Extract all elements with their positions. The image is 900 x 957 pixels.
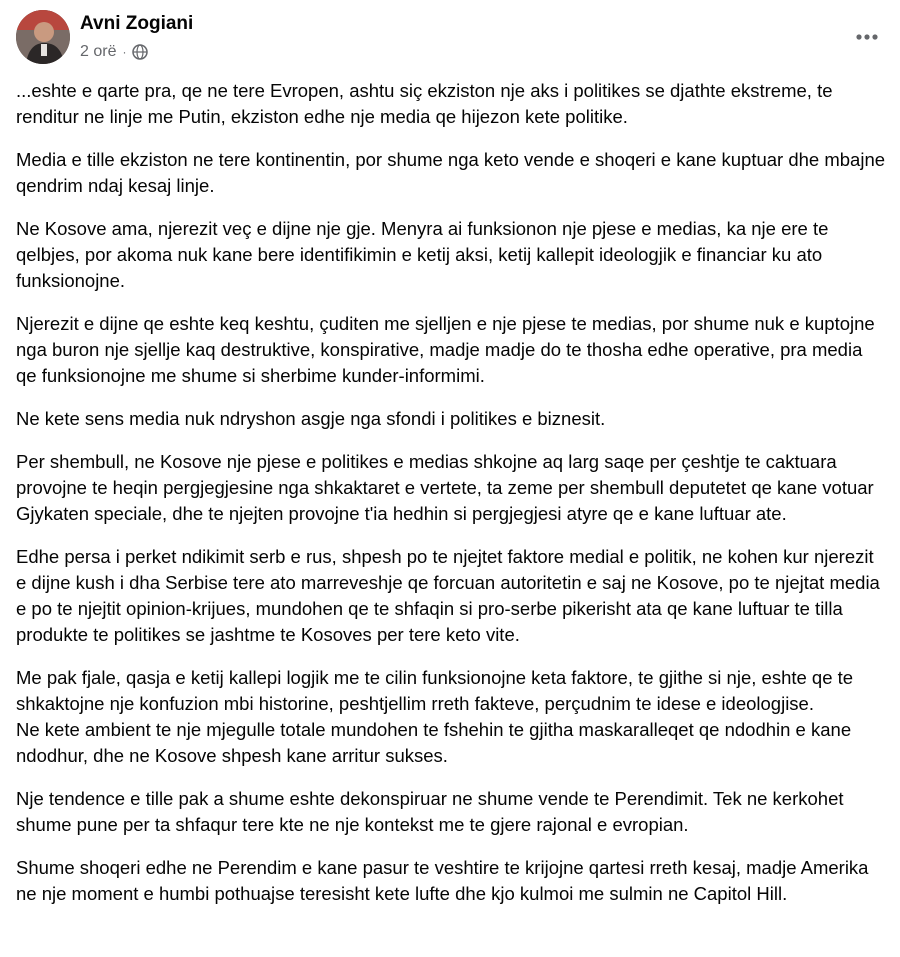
post-paragraph: Ne kete sens media nuk ndryshon asgje nga sfondi i politikes e biznesit. xyxy=(16,408,606,429)
globe-icon[interactable] xyxy=(132,44,148,60)
avatar-image xyxy=(16,10,70,64)
avatar[interactable] xyxy=(16,10,70,64)
post-paragraph: Me pak fjale, qasja e ketij kallepi logjik me te cilin funksionojne keta faktore, te gjithe si nje, eshte qe te shkaktojne nje konfuzion mbi historine, peshtjellim rreth fakteve, perçudnim te idese e ideologjise. xyxy=(16,667,854,714)
post-meta xyxy=(80,43,148,61)
post-paragraph: Shume shoqeri edhe ne Perendim e kane pasur te veshtire te krijojne qartesi rreth kesaj, madje Amerika ne nje moment e humbi pothuajse teresisht kete lufte dhe kjo kulmoi me sulmin ne Capitol Hill. xyxy=(16,857,869,904)
post-paragraph: Edhe persa i perket ndikimit serb e rus, shpesh po te njejtet faktore medial e politik, ne kohen kur njerezit e dijne kush i dha Serbise tere ato marreveshje qe forcuan autoritetin e saj ne Kosove, po te njejtat media e po te njejtit opinion-krijues, mundohen qe te shfaqin si pro-serbe pikerisht ata qe kane luftuar te tilla produkte te politikes se jashtme te Kosoves per tere keto vite. xyxy=(16,546,880,645)
post-paragraph: Per shembull, ne Kosove nje pjese e politikes e medias shkojne aq larg saqe per çeshtje te caktuara provojne te heqin pergjegjesine nga shkaktaret e vertete, ta zeme per shembull deputetet qe kane votuar Gjykaten speciale, dhe te njejten provojne t'ia hedhin si pergjegjesi atyre qe e kane luftuar ate. xyxy=(16,451,874,524)
meta-separator: · xyxy=(122,45,127,59)
post-time[interactable]: 2 orë xyxy=(80,43,117,60)
post-paragraph: ...eshte e qarte pra, qe ne tere Evropen, ashtu siç ekziston nje aks i politikes se djathte ekstreme, te renditur ne linje me Putin, ekziston edhe nje media qe hijezon kete politike. xyxy=(16,80,833,127)
post-paragraph: Ne Kosove ama, njerezit veç e dijne nje gje. Menyra ai funksionon nje pjese e medias, ka nje ere te qelbjes, por akoma nuk kane bere identifikimin e ketij aksi, ketij kallepit ideologjik e financiar ku ato funksionojne. xyxy=(16,218,829,291)
post-paragraph: Media e tille ekziston ne tere kontinentin, por shume nga keto vende e shoqeri e kane kuptuar dhe mbajne qendrim ndaj kesaj linje. xyxy=(16,149,886,196)
author-name[interactable]: Avni Zogiani xyxy=(80,13,194,34)
more-options-icon[interactable] xyxy=(850,22,884,52)
post-paragraph: Ne kete ambient te nje mjegulle totale mundohen te fshehin te gjitha maskaralleqet qe ndodhin e kane ndodhur, dhe ne Kosove shpesh kane arritur sukses. xyxy=(16,719,852,766)
post-content xyxy=(16,78,888,924)
post-paragraph: Nje tendence e tille pak a shume eshte dekonspiruar ne shume vende te Perendimit. Tek ne kerkohet shume pune per ta shfaqur tere kte ne nje kontekst me te gjere rajonal e evropian. xyxy=(16,788,844,835)
post-paragraph: Njerezit e dijne qe eshte keq keshtu, çuditen me sjelljen e nje pjese te medias, por shume nuk e kuptojne nga buron nje sjellje kaq destruktive, konspirative, madje madje do te thosha edhe operative, pra media qe funksionojne me shume si sherbime kunder-informimi. xyxy=(16,313,875,386)
post-header xyxy=(16,10,884,66)
